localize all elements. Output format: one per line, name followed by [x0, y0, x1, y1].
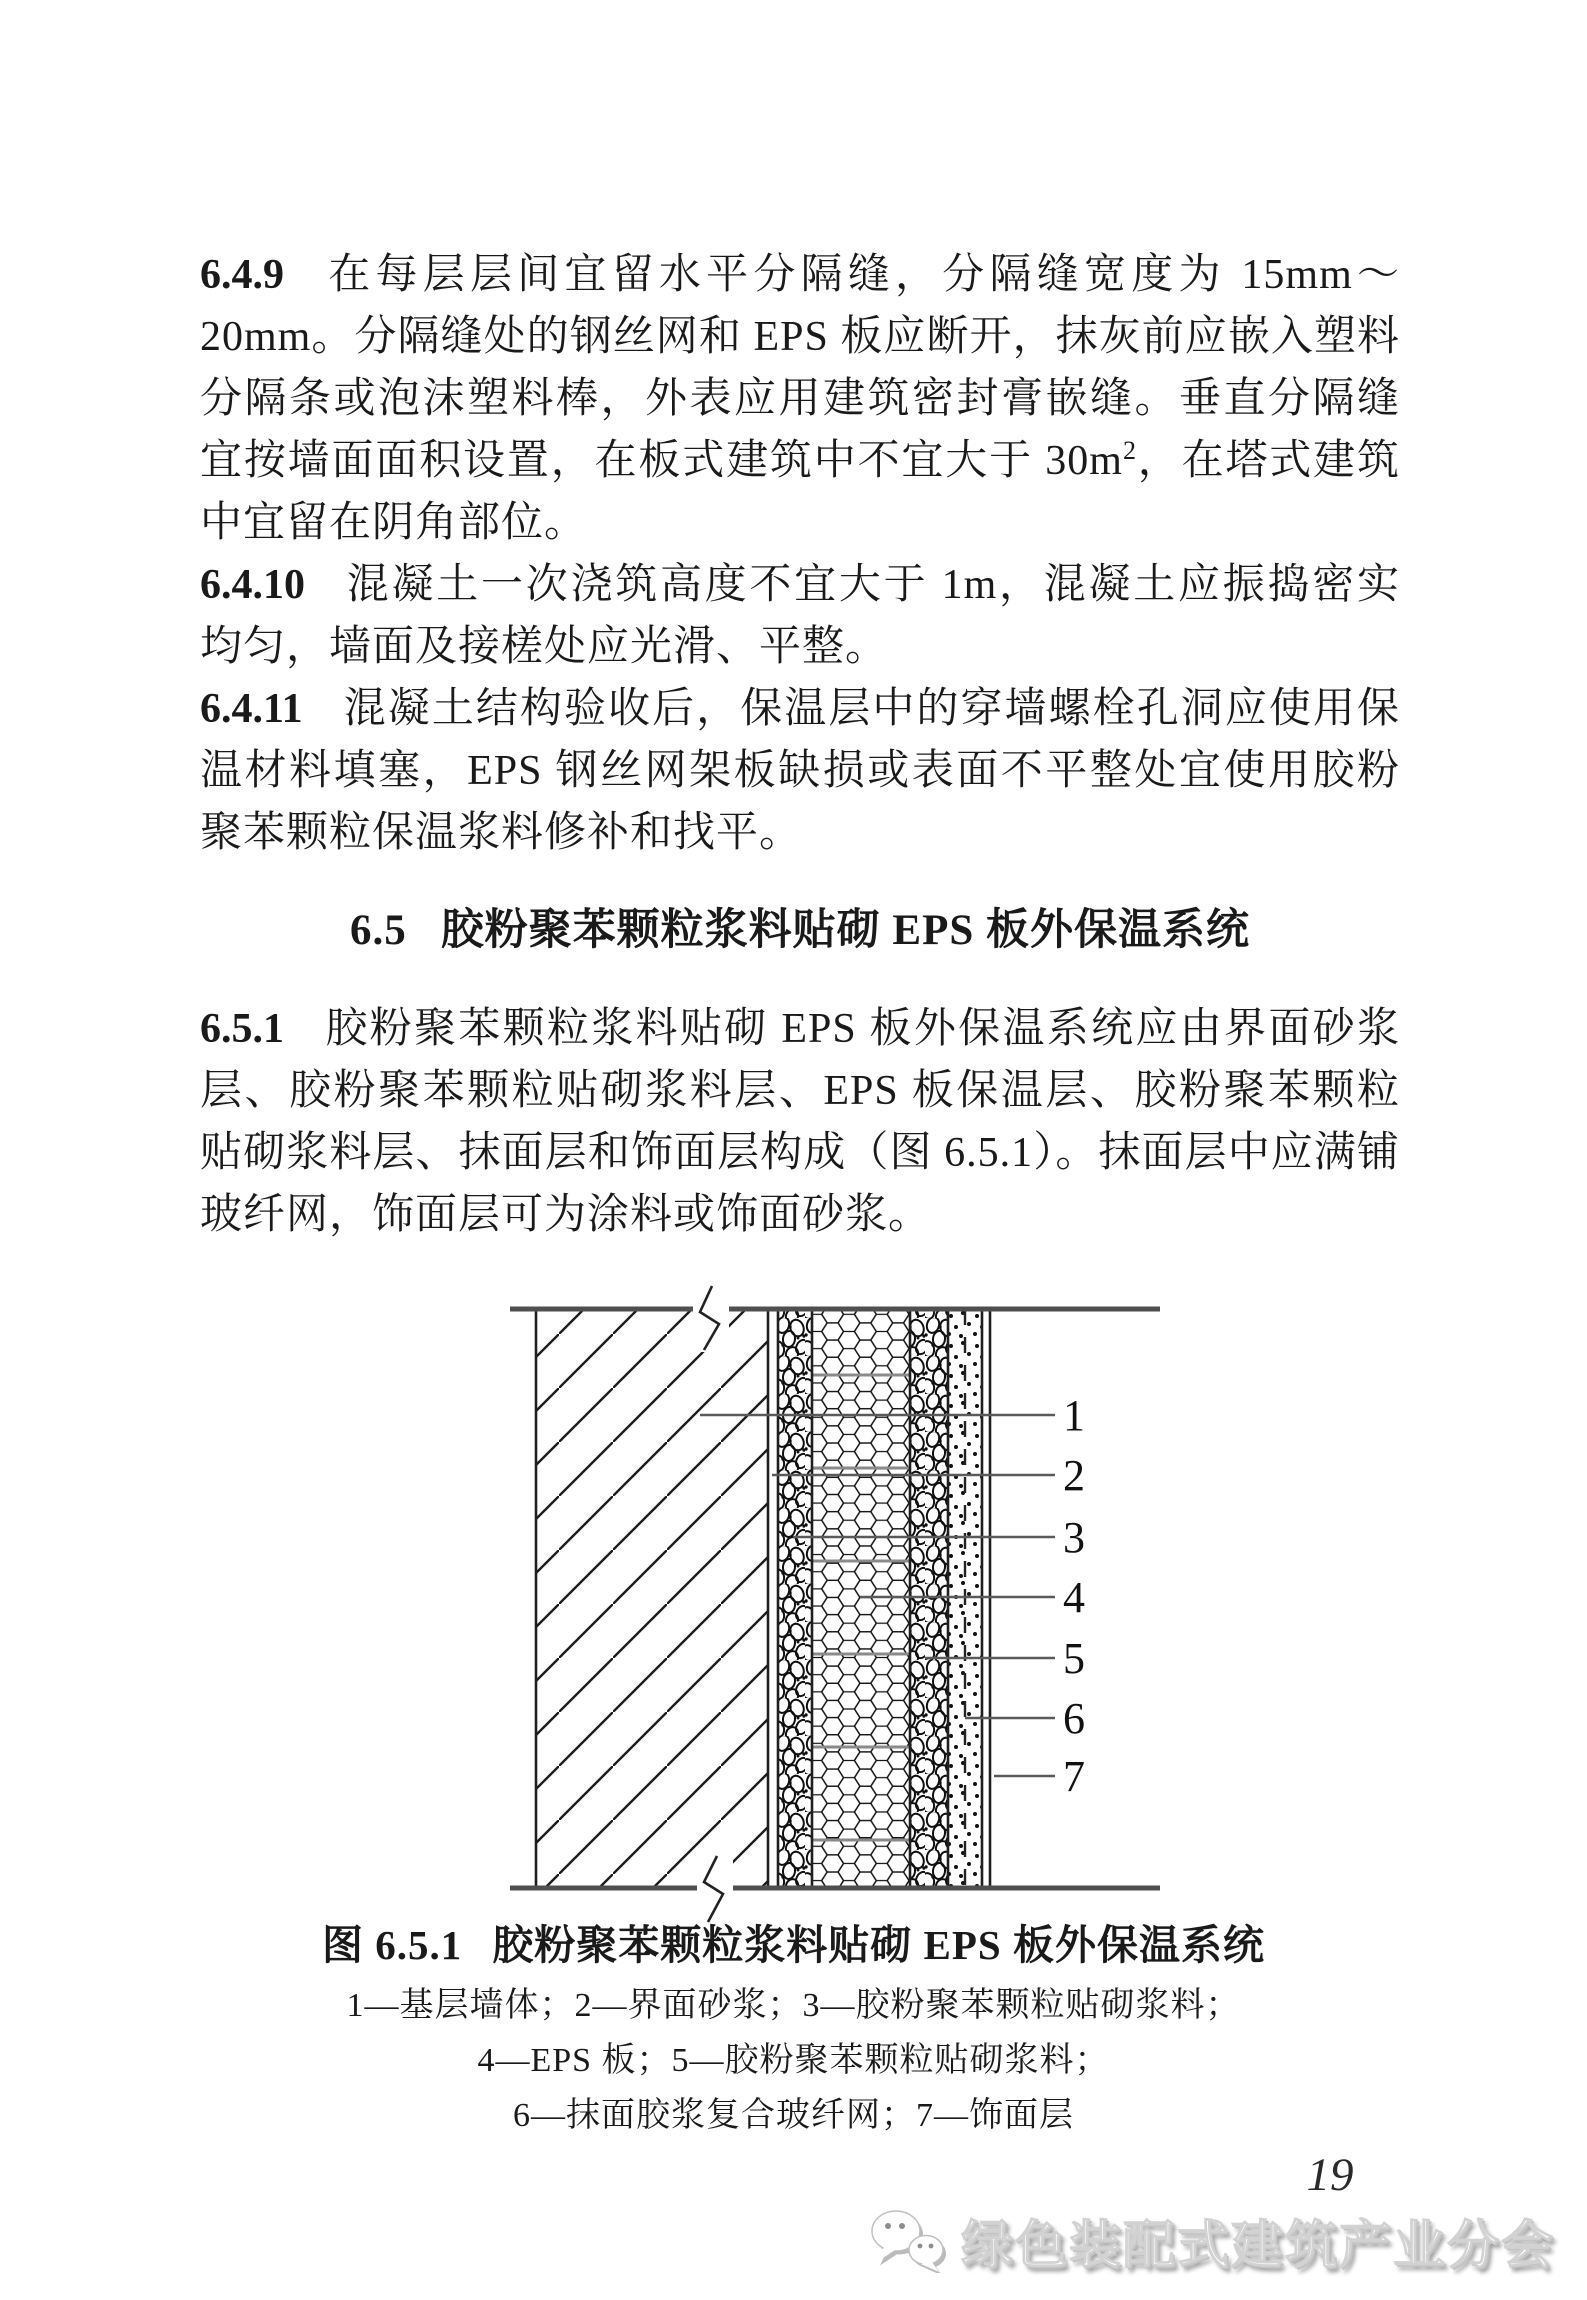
- clause-6-4-11: [200, 678, 1400, 864]
- footer-watermark: [869, 2208, 1555, 2275]
- layer-base-wall: [536, 1309, 768, 1888]
- figure-labels: [1063, 1391, 1085, 1801]
- clause-number: 6.4.11: [200, 686, 303, 732]
- figure-label-6: 6: [1063, 1694, 1085, 1743]
- clause-6-4-9: [200, 244, 1400, 554]
- break-mark-bottom: [697, 1854, 733, 1924]
- wall-section-diagram: [505, 1280, 1165, 1950]
- figure-label-4: 4: [1063, 1573, 1085, 1622]
- figure-label-2: 2: [1063, 1451, 1085, 1500]
- legend-line-1: 1—基层墙体；2—界面砂浆；3—胶粉聚苯颗粒贴砌浆料；: [346, 1987, 1241, 2024]
- clause-body-text: 混凝土一次浇筑高度不宜大于 1m，混凝土应振捣密实均匀，墙面及接槎处应光滑、平整。: [200, 562, 1400, 670]
- clause-number: 6.4.10: [200, 562, 305, 608]
- figure-label-3: 3: [1063, 1513, 1085, 1562]
- layer-bonding-mortar-inner: [778, 1309, 812, 1888]
- clause-body-text: ，在塔式建筑中宜留在阴角部位。: [200, 438, 1400, 546]
- section-heading-6-5: [200, 900, 1400, 962]
- page-number: 19: [1306, 2149, 1354, 2201]
- legend-line-2: 4—EPS 板；5—胶粉聚苯颗粒贴砌浆料；: [477, 2042, 1110, 2079]
- superscript-2: 2: [1122, 436, 1137, 465]
- figure-caption-title: 胶粉聚苯颗粒浆料贴砌 EPS 板外保温系统: [492, 1922, 1265, 1968]
- clause-6-5-1: [200, 998, 1400, 1246]
- figure-caption-number: 图 6.5.1: [322, 1922, 463, 1968]
- section-title: 胶粉聚苯颗粒浆料贴砌 EPS 板外保温系统: [440, 907, 1251, 954]
- figure-label-5: 5: [1063, 1634, 1085, 1683]
- layer-eps-board: [812, 1309, 910, 1888]
- layer-bonding-mortar-outer: [910, 1309, 948, 1888]
- clause-number: 6.5.1: [200, 1006, 284, 1052]
- clause-text-area: [200, 244, 1400, 1246]
- clause-body-text: 在每层层间宜留水平分隔缝，分隔缝宽度为 15mm～20mm。分隔缝处的钢丝网和 EPS 板应断开，抹灰前应嵌入塑料分隔条或泡沫塑料棒，外表应用建筑密封膏嵌缝。垂直分隔缝宜按墙面面积设置，在板式建筑中不宜大于 30m: [200, 252, 1400, 484]
- figure-caption: [0, 1918, 1587, 1972]
- break-mark-top: [693, 1286, 729, 1352]
- figure-label-7: 7: [1063, 1752, 1085, 1801]
- wechat-icon: [869, 2207, 951, 2273]
- section-number: 6.5: [349, 907, 407, 954]
- figure-label-1: 1: [1063, 1391, 1085, 1440]
- figure-6-5-1-diagram: [505, 1280, 1165, 1950]
- clause-6-4-10: [200, 554, 1400, 678]
- figure-legend: [0, 1978, 1587, 2143]
- clause-body-text: 混凝土结构验收后，保温层中的穿墙螺栓孔洞应使用保温材料填塞，EPS 钢丝网架板缺损或表面不平整处宜使用胶粉聚苯颗粒保温浆料修补和找平。: [200, 686, 1400, 856]
- clause-body-text: 胶粉聚苯颗粒浆料贴砌 EPS 板外保温系统应由界面砂浆层、胶粉聚苯颗粒贴砌浆料层、EPS 板保温层、胶粉聚苯颗粒贴砌浆料层、抹面层和饰面层构成（图 6.5.1）。抹面层中应满铺玻纤网，饰面层可为涂料或饰面砂浆。: [200, 1006, 1400, 1238]
- legend-line-3: 6—抹面胶浆复合玻纤网；7—饰面层: [513, 2097, 1074, 2134]
- layer-interface-mortar: [768, 1309, 778, 1888]
- watermark-text: 绿色装配式建筑产业分会: [960, 2216, 1555, 2275]
- clause-number: 6.4.9: [200, 252, 284, 298]
